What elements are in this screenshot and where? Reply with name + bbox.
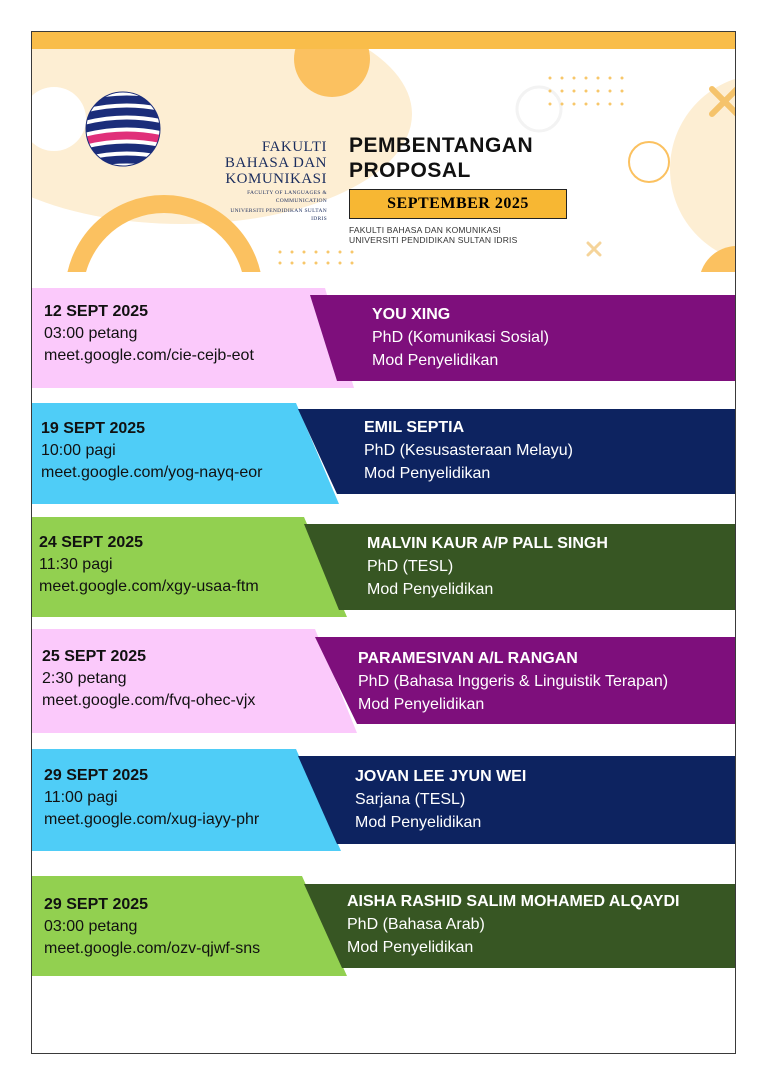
session-date-block: [41, 418, 262, 484]
session-row: [32, 749, 736, 854]
meet-link[interactable]: meet.google.com/xgy-usaa-ftm: [39, 578, 259, 595]
session-time: 11:30 pagi: [39, 556, 113, 573]
session-date: 29 SEPT 2025: [44, 896, 149, 913]
presenter-name: PARAMESIVAN A/L RANGAN: [358, 650, 578, 667]
presenter-mode: Mod Penyelidikan: [364, 465, 491, 482]
session-date: 24 SEPT 2025: [39, 534, 144, 551]
month-badge: SEPTEMBER 2025: [349, 189, 567, 219]
subtitle-line-2: UNIVERSITI PENDIDIKAN SULTAN IDRIS: [349, 235, 518, 245]
session-time: 03:00 petang: [44, 918, 138, 935]
logo-english: FACULTY OF LANGUAGES & COMMUNICATION: [247, 190, 327, 204]
meet-link[interactable]: meet.google.com/cie-cejb-eot: [44, 347, 254, 364]
session-date-block: [42, 646, 255, 712]
globe-logo-icon: [77, 89, 169, 169]
title-line-1: PEMBENTANGAN: [349, 134, 534, 157]
presenter-mode: Mod Penyelidikan: [358, 696, 485, 713]
session-row: [32, 629, 736, 734]
logo-line-1: FAKULTI: [261, 139, 327, 155]
logo-line-2: BAHASA DAN: [224, 155, 327, 171]
page-title: [349, 133, 533, 183]
session-date: 25 SEPT 2025: [42, 648, 147, 665]
presenter-programme: PhD (Komunikasi Sosial): [372, 329, 549, 346]
session-date: 19 SEPT 2025: [41, 420, 146, 437]
presenter-name: MALVIN KAUR A/P PALL SINGH: [367, 535, 608, 552]
logo-text: [223, 139, 327, 223]
meet-link[interactable]: meet.google.com/fvq-ohec-vjx: [42, 692, 256, 709]
top-accent-bar: [32, 32, 735, 49]
presenter-block: [355, 765, 526, 834]
presenter-block: [367, 532, 608, 601]
presenter-block: [358, 647, 668, 716]
session-date-block: [44, 894, 260, 960]
presenter-name: AISHA RASHID SALIM MOHAMED ALQAYDI: [347, 893, 680, 910]
session-date: 29 SEPT 2025: [44, 767, 149, 784]
session-time: 10:00 pagi: [41, 442, 116, 459]
presenter-mode: Mod Penyelidikan: [367, 581, 494, 598]
logo-university: UNIVERSITI PENDIDIKAN SULTAN IDRIS: [230, 208, 327, 222]
session-date: 12 SEPT 2025: [44, 303, 149, 320]
subtitle-line-1: FAKULTI BAHASA DAN KOMUNIKASI: [349, 225, 502, 235]
presenter-mode: Mod Penyelidikan: [347, 939, 474, 956]
meet-link[interactable]: meet.google.com/ozv-qjwf-sns: [44, 940, 261, 957]
poster: [31, 31, 736, 1054]
session-row: [32, 876, 736, 981]
presenter-programme: Sarjana (TESL): [355, 791, 466, 808]
presenter-block: [364, 416, 573, 485]
presenter-programme: PhD (Bahasa Inggeris & Linguistik Terapan): [358, 673, 669, 690]
session-row: [32, 403, 736, 508]
presenter-mode: Mod Penyelidikan: [355, 814, 482, 831]
presenter-name: YOU XING: [372, 306, 451, 323]
session-date-block: [44, 765, 259, 831]
presenter-name: JOVAN LEE JYUN WEI: [355, 768, 527, 785]
logo-line-3: KOMUNIKASI: [225, 171, 327, 187]
subtitle: [349, 225, 517, 245]
presenter-programme: PhD (TESL): [367, 558, 454, 575]
presenter-name: EMIL SEPTIA: [364, 419, 465, 436]
presenter-programme: PhD (Bahasa Arab): [347, 916, 485, 933]
title-line-2: PROPOSAL: [349, 159, 471, 182]
session-row: [32, 288, 736, 393]
faculty-logo: [77, 89, 327, 222]
presenter-block: [347, 890, 679, 959]
session-date-block: [44, 301, 254, 367]
presenter-programme: PhD (Kesusasteraan Melayu): [364, 442, 573, 459]
header: [32, 49, 735, 272]
presenter-mode: Mod Penyelidikan: [372, 352, 499, 369]
session-row: [32, 517, 736, 622]
meet-link[interactable]: meet.google.com/yog-nayq-eor: [41, 464, 263, 481]
session-time: 11:00 pagi: [44, 789, 118, 806]
session-time: 03:00 petang: [44, 325, 138, 342]
session-date-block: [39, 532, 259, 598]
presenter-block: [372, 303, 549, 372]
meet-link[interactable]: meet.google.com/xug-iayy-phr: [44, 811, 260, 828]
session-time: 2:30 petang: [42, 670, 127, 687]
